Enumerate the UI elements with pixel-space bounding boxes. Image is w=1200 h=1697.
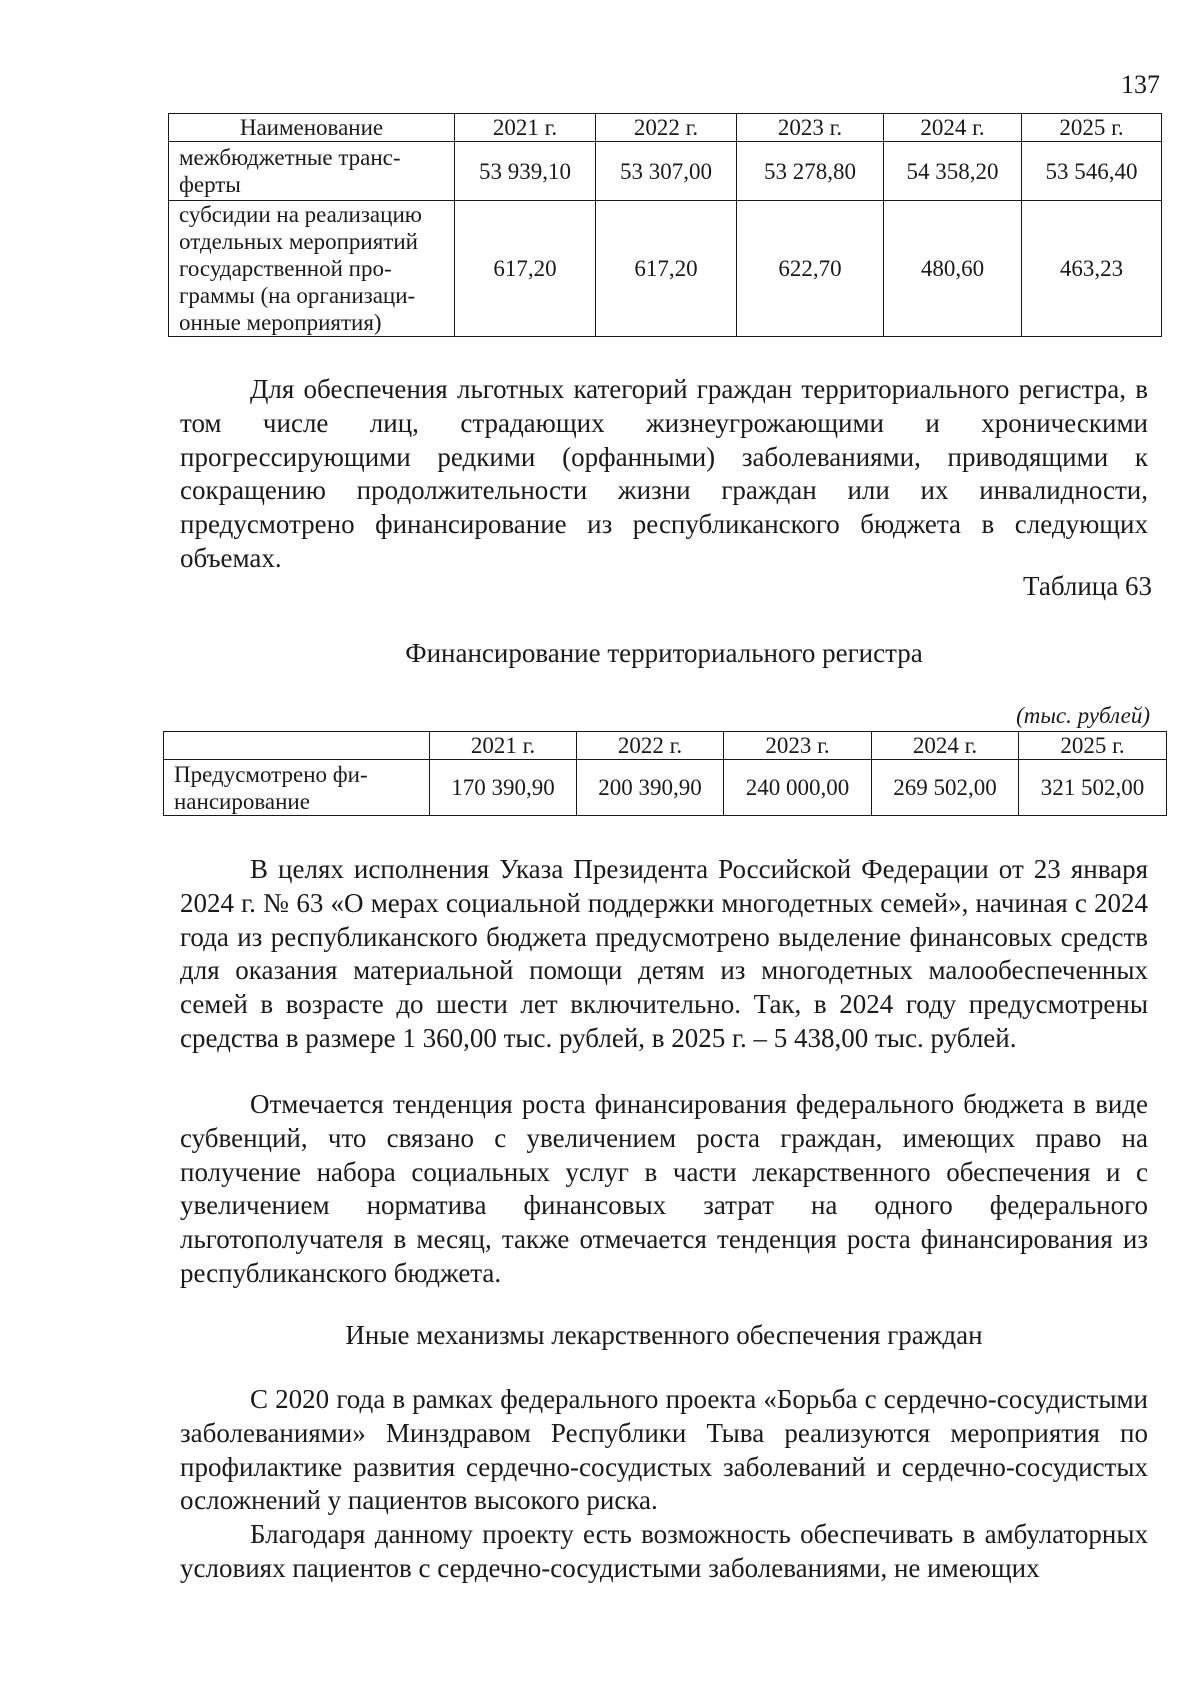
table-header-row: [164, 732, 1167, 760]
header-cell-2024: 2024 г.: [872, 732, 1019, 760]
paragraph-outpatient: Благодаря данному проекту есть возможность обеспечивать в амбулаторных условиях пациентов с сердечно-сосудистыми заболеваниями, не имеющих: [180, 1519, 1148, 1583]
table-row: [164, 760, 1167, 816]
budget-transfers-table: [168, 113, 1162, 337]
header-cell-2023: 2023 г.: [724, 732, 872, 760]
page-number: 137: [1121, 70, 1160, 99]
cell-value: 617,20: [455, 201, 596, 337]
header-cell-2025: 2025 г.: [1019, 732, 1167, 760]
header-cell-2021: 2021 г.: [455, 114, 596, 142]
table-row: [169, 201, 1162, 337]
header-cell-2025: 2025 г.: [1022, 114, 1162, 142]
table-label: Таблица 63: [1023, 571, 1152, 601]
cell-value: 463,23: [1022, 201, 1162, 337]
header-cell-2022: 2022 г.: [596, 114, 737, 142]
cell-value: 53 307,00: [596, 142, 737, 201]
section-title: Иные механизмы лекарственного обеспечения граждан: [345, 1320, 983, 1350]
header-cell-2023: 2023 г.: [737, 114, 884, 142]
paragraph-federal-trend: Отмечается тенденция роста финансирования федерального бюджета в виде субвенций, что связано с увеличением роста граждан, имеющих право на получение набора социальных услуг в части лекарственного обеспечения и с увеличением норматива финансовых затрат на одного федерального льготополучателя в месяц, также отмечается тенденция роста финансирования из республиканского бюджета.: [180, 1089, 1148, 1288]
paragraph-cardio-project: С 2020 года в рамках федерального проекта «Борьба с сердечно-сосудистыми заболеваниями» Минздравом Республики Тыва реализуются мероприятия по профилактике развития сердечно-сосудистых заболеваний и сердечно-сосудистых осложнений у пациентов высокого риска.: [180, 1384, 1148, 1516]
cell-value: 170 390,90: [430, 760, 577, 816]
cell-value: 622,70: [737, 201, 884, 337]
cell-value: 617,20: [596, 201, 737, 337]
table-header-row: [169, 114, 1162, 142]
paragraph-registry-funding: Для обеспечения льготных категорий граждан территориального регистра, в том числе лиц, страдающих жизнеугрожающими и хроническими прогрессирующими редкими (орфанными) заболеваниями, приводящими к сокращению продолжительности жизни граждан или их инвалидности, предусмотрено финансирование из республиканского бюджета в следующих объемах.: [180, 374, 1148, 573]
cell-value: 240 000,00: [724, 760, 872, 816]
table-title: Финансирование территориального регистра: [405, 638, 923, 668]
row-label: Предусмотрено фи- нансирование: [164, 760, 430, 816]
registry-funding-table: [163, 731, 1167, 816]
paragraph-decree: В целях исполнения Указа Президента Российской Федерации от 23 января 2024 г. № 63 «О мерах социальной поддержки многодетных семей», начиная с 2024 года из республиканского бюджета предусмотрено выделение финансовых средств для оказания материальной помощи детям из многодетных малообеспеченных семей в возрасте до шести лет включительно. Так, в 2024 году предусмотрены средства в размере 1 360,00 тыс. рублей, в 2025 г. – 5 438,00 тыс. рублей.: [180, 854, 1148, 1053]
header-cell-2021: 2021 г.: [430, 732, 577, 760]
header-cell-2024: 2024 г.: [884, 114, 1022, 142]
cell-value: 53 939,10: [455, 142, 596, 201]
table-units: (тыс. рублей): [1016, 703, 1150, 728]
table-row: [169, 142, 1162, 201]
cell-value: 53 546,40: [1022, 142, 1162, 201]
row-label: субсидии на реализацию отдельных мероприятий государственной про- граммы (на организаци- онные мероприятия): [169, 201, 455, 337]
cell-value: 53 278,80: [737, 142, 884, 201]
header-cell-name: Наименование: [169, 114, 455, 142]
cell-value: 480,60: [884, 201, 1022, 337]
cell-value: 269 502,00: [872, 760, 1019, 816]
header-cell-2022: 2022 г.: [577, 732, 724, 760]
row-label: межбюджетные транс- ферты: [169, 142, 455, 201]
header-cell-empty: [164, 732, 430, 760]
cell-value: 321 502,00: [1019, 760, 1167, 816]
cell-value: 200 390,90: [577, 760, 724, 816]
cell-value: 54 358,20: [884, 142, 1022, 201]
